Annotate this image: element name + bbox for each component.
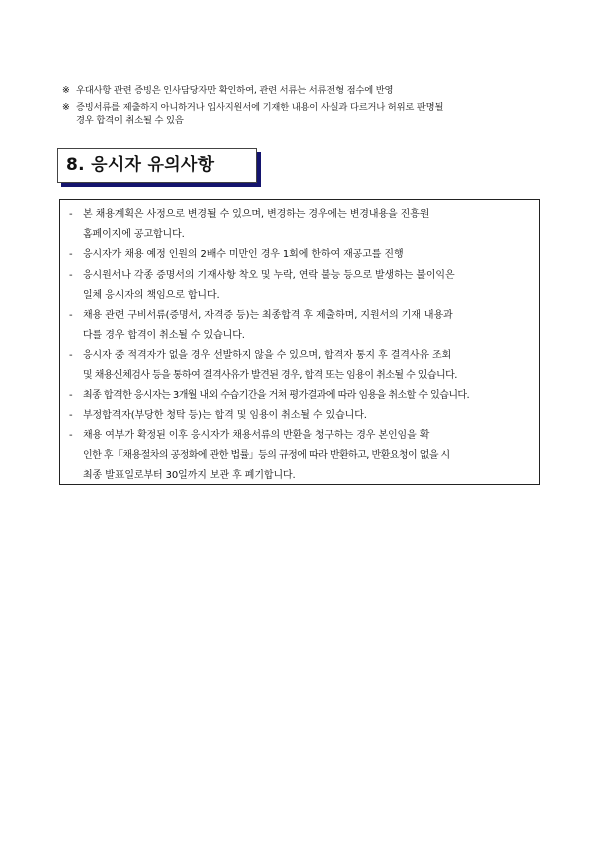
notice-text: 응시자 중 적격자가 없을 경우 선발하지 않을 수 있으며, 합격자 통지 후 결격사유 조회 <box>83 350 452 361</box>
notice-line <box>69 245 535 265</box>
notice-line-continued: 인한 후「채용절차의 공정화에 관한 법률」등의 규정에 따라 반환하고, 반환요청이 없을 시 <box>83 450 450 461</box>
notice-item-document-return <box>69 426 535 486</box>
note-text-continued: 경우 합격이 취소될 수 있음 <box>76 115 184 126</box>
dash-bullet: - <box>69 209 73 220</box>
applicant-notice-box <box>59 199 540 485</box>
notice-line <box>69 346 535 366</box>
notice-line-continued: 일체 응시자의 책임으로 합니다. <box>83 290 220 301</box>
section-heading-box <box>57 148 257 183</box>
dash-bullet: - <box>69 310 73 321</box>
notice-item-readvertise <box>69 245 535 265</box>
dash-bullet: - <box>69 270 73 281</box>
notice-line <box>69 406 535 426</box>
dash-bullet: - <box>69 249 73 260</box>
notice-item-fraudulent-pass <box>69 406 535 426</box>
note-false-documents <box>62 101 552 127</box>
notice-line-continued: 홈페이지에 공고합니다. <box>83 229 185 240</box>
notice-line-continued: 최종 발표일로부터 30일까지 보관 후 폐기합니다. <box>83 470 296 481</box>
note-evidence-review <box>62 84 552 97</box>
notice-line <box>69 205 535 225</box>
notice-text: 응시원서나 각종 증명서의 기재사항 착오 및 누락, 연락 불능 등으로 발생하는 불이익은 <box>83 270 455 281</box>
dash-bullet: - <box>69 430 73 441</box>
reference-mark: ※ <box>62 102 70 113</box>
notice-text: 채용 관련 구비서류(증명서, 자격증 등)는 최종합격 후 제출하며, 지원서의 기재 내용과 <box>83 310 453 321</box>
notice-line <box>69 426 535 446</box>
notice-line-continued: 다를 경우 합격이 취소될 수 있습니다. <box>83 330 245 341</box>
note-text: 우대사항 관련 증빙은 인사담당자만 확인하여, 관련 서류는 서류전형 점수에 반영 <box>76 85 394 96</box>
notice-item-probation <box>69 386 535 406</box>
section-title: 8. 응시자 유의사항 <box>66 155 215 175</box>
dash-bullet: - <box>69 410 73 421</box>
note-text: 증빙서류를 제출하지 아니하거나 입사지원서에 기재한 내용이 사실과 다르거나 허위로 판명될 <box>76 102 444 113</box>
notice-item-applicant-responsibility <box>69 266 535 306</box>
reference-mark: ※ <box>62 85 70 96</box>
notice-text: 채용 여부가 확정된 이후 응시자가 채용서류의 반환을 청구하는 경우 본인임을 확 <box>83 430 430 441</box>
notice-text: 부정합격자(부당한 청탁 등)는 합격 및 임용이 취소될 수 있습니다. <box>83 410 367 421</box>
notice-line <box>69 306 535 326</box>
notice-item-plan-change <box>69 205 535 245</box>
notice-line-continued: 및 채용신체검사 등을 통하여 결격사유가 발견된 경우, 합격 또는 임용이 취소될 수 있습니다. <box>83 370 457 381</box>
notice-item-disqualification <box>69 346 535 386</box>
dash-bullet: - <box>69 390 73 401</box>
notice-line <box>69 266 535 286</box>
dash-bullet: - <box>69 350 73 361</box>
notice-text: 최종 합격한 응시자는 3개월 내외 수습기간을 거쳐 평가결과에 따라 임용을 취소할 수 있습니다. <box>83 390 470 401</box>
notice-text: 응시자가 채용 예정 인원의 2배수 미만인 경우 1회에 한하여 재공고를 진행 <box>83 249 404 260</box>
notice-line <box>69 386 535 406</box>
notice-text: 본 채용계획은 사정으로 변경될 수 있으며, 변경하는 경우에는 변경내용을 진흥원 <box>83 209 430 220</box>
notice-item-documents <box>69 306 535 346</box>
